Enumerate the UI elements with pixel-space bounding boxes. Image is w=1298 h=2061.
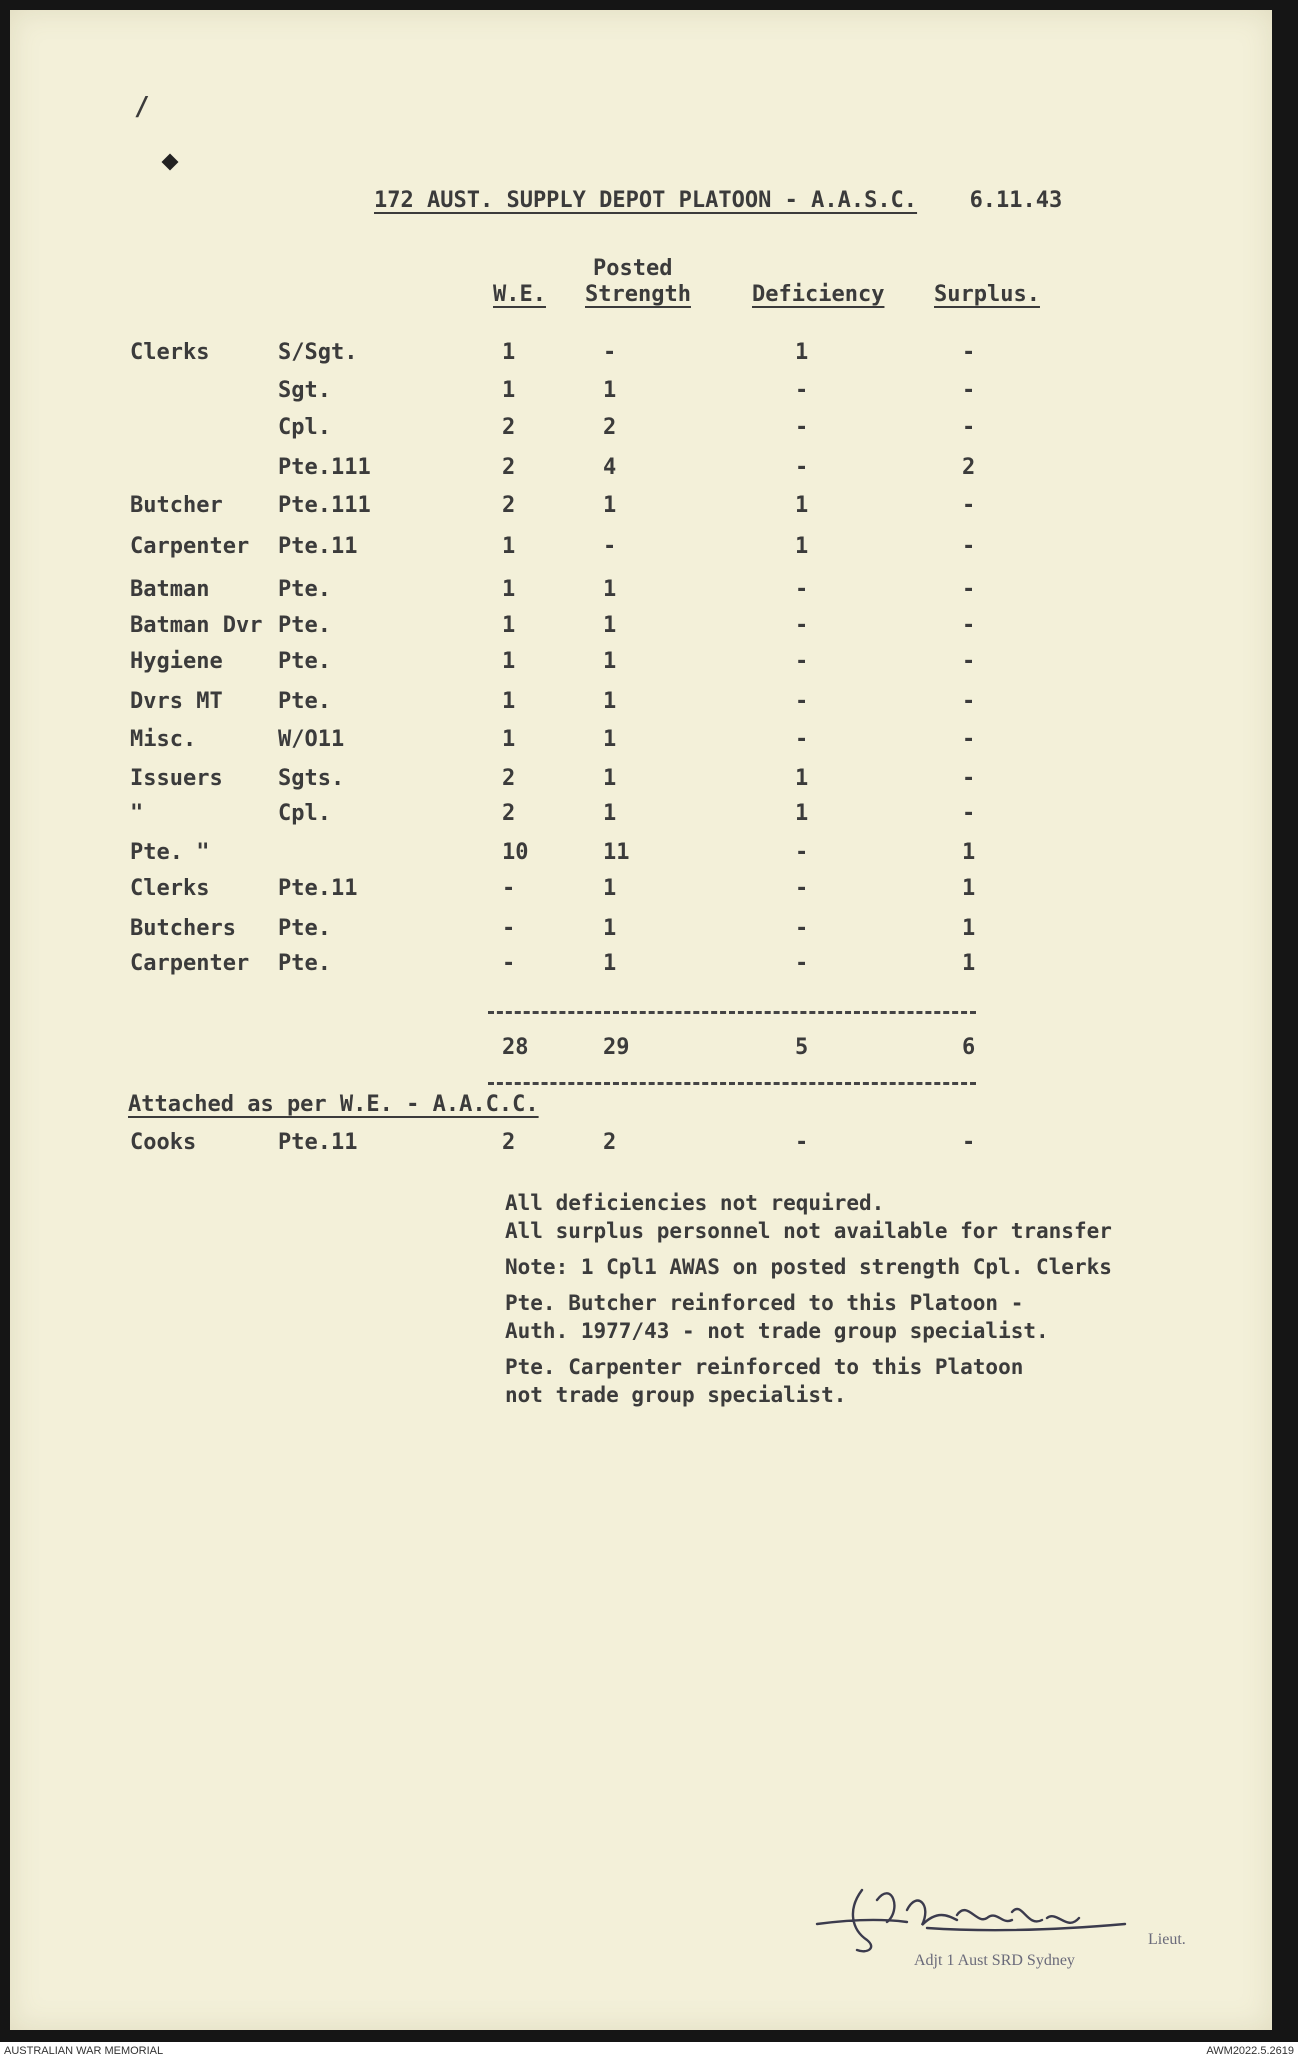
cell-rank: Pte. bbox=[278, 916, 331, 941]
cell-surplus: - bbox=[962, 378, 976, 403]
footer-institution: AUSTRALIAN WAR MEMORIAL bbox=[4, 2045, 164, 2057]
note-2: Note: 1 Cpl1 AWAS on posted strength Cpl. Clerks bbox=[505, 1255, 1112, 1279]
margin-mark: / bbox=[134, 92, 150, 122]
cell-we: 1 bbox=[502, 577, 516, 602]
cell-role: Carpenter bbox=[130, 951, 250, 976]
cell-deficiency: - bbox=[795, 840, 809, 865]
totals-rule-bottom bbox=[488, 1082, 976, 1085]
cell-role: Clerks bbox=[130, 876, 210, 901]
cell-role: Butchers bbox=[130, 916, 236, 941]
cell-we: - bbox=[502, 951, 516, 976]
cell-posted: 1 bbox=[603, 493, 617, 518]
cell-surplus: 1 bbox=[962, 876, 976, 901]
cell-surplus: - bbox=[962, 415, 976, 440]
cell-posted: 1 bbox=[603, 613, 617, 638]
cell-role: Hygiene bbox=[130, 649, 223, 674]
cell-posted: 11 bbox=[603, 840, 630, 865]
punch-mark bbox=[162, 154, 179, 171]
table-row bbox=[10, 378, 1272, 406]
cell-rank: Pte.111 bbox=[278, 455, 371, 480]
cell-rank: Pte. bbox=[278, 951, 331, 976]
totals-rule-top bbox=[488, 1011, 976, 1014]
cell-we: 1 bbox=[502, 378, 516, 403]
cell-rank: Pte. bbox=[278, 577, 331, 602]
document-header bbox=[374, 188, 1062, 213]
cell-rank: Pte. bbox=[278, 649, 331, 674]
cell-role: Pte. " bbox=[130, 840, 210, 865]
table-row bbox=[10, 801, 1272, 829]
signature bbox=[807, 1870, 1137, 1955]
cell-we: 1 bbox=[502, 613, 516, 638]
cell-surplus: - bbox=[962, 801, 976, 826]
cell-rank: Pte.11 bbox=[278, 876, 358, 901]
cell-surplus: - bbox=[962, 340, 976, 365]
cell-surplus: 1 bbox=[962, 951, 976, 976]
cell-deficiency: - bbox=[795, 689, 809, 714]
cell-we: 2 bbox=[502, 415, 516, 440]
table-row bbox=[10, 455, 1272, 483]
cell-we: - bbox=[502, 916, 516, 941]
cell-deficiency: - bbox=[795, 951, 809, 976]
attached-surplus: - bbox=[962, 1130, 976, 1155]
cell-rank: Sgts. bbox=[278, 766, 345, 791]
cell-deficiency: - bbox=[795, 613, 809, 638]
cell-deficiency: 1 bbox=[795, 493, 809, 518]
cell-surplus: - bbox=[962, 613, 976, 638]
cell-role: Carpenter bbox=[130, 534, 250, 559]
cell-surplus: 1 bbox=[962, 916, 976, 941]
cell-rank: Cpl. bbox=[278, 415, 331, 440]
cell-rank: Pte. bbox=[278, 613, 331, 638]
totals-row bbox=[10, 1035, 1272, 1063]
cell-we: 1 bbox=[502, 649, 516, 674]
attached-deficiency: - bbox=[795, 1130, 809, 1155]
cell-we: 1 bbox=[502, 689, 516, 714]
cell-surplus: - bbox=[962, 493, 976, 518]
attached-row bbox=[10, 1130, 1272, 1158]
cell-we: 10 bbox=[502, 840, 529, 865]
cell-we: - bbox=[502, 876, 516, 901]
document-date: 6.11.43 bbox=[969, 188, 1063, 213]
table-row bbox=[10, 840, 1272, 868]
table-row bbox=[10, 689, 1272, 717]
archive-footer bbox=[0, 2042, 1298, 2061]
cell-role: Misc. bbox=[130, 727, 197, 752]
table-row bbox=[10, 727, 1272, 755]
attached-role: Cooks bbox=[130, 1130, 197, 1155]
cell-deficiency: - bbox=[795, 378, 809, 403]
cell-surplus: - bbox=[962, 766, 976, 791]
cell-posted: 4 bbox=[603, 455, 617, 480]
attached-rank: Pte.11 bbox=[278, 1130, 358, 1155]
cell-rank: Pte.111 bbox=[278, 493, 371, 518]
document-title: 172 AUST. SUPPLY DEPOT PLATOON - A.A.S.C. bbox=[374, 188, 918, 213]
cell-we: 2 bbox=[502, 455, 516, 480]
cell-surplus: 1 bbox=[962, 840, 976, 865]
cell-deficiency: - bbox=[795, 455, 809, 480]
table-row bbox=[10, 534, 1272, 562]
cell-posted: 1 bbox=[603, 766, 617, 791]
cell-posted: 1 bbox=[603, 876, 617, 901]
cell-role: Batman bbox=[130, 577, 210, 602]
cell-deficiency: - bbox=[795, 415, 809, 440]
total-deficiency: 5 bbox=[795, 1035, 809, 1060]
cell-deficiency: 1 bbox=[795, 766, 809, 791]
total-posted: 29 bbox=[603, 1035, 630, 1060]
cell-deficiency: 1 bbox=[795, 801, 809, 826]
cell-deficiency: - bbox=[795, 916, 809, 941]
position-stamp: Adjt 1 Aust SRD Sydney bbox=[914, 1952, 1075, 1969]
cell-surplus: - bbox=[962, 577, 976, 602]
cell-rank: Pte.11 bbox=[278, 534, 358, 559]
cell-rank: W/O11 bbox=[278, 727, 345, 752]
note-4: Pte. Carpenter reinforced to this Platoon not trade group specialist. bbox=[505, 1355, 1024, 1407]
table-row bbox=[10, 415, 1272, 443]
cell-posted: 1 bbox=[603, 801, 617, 826]
cell-role: Dvrs MT bbox=[130, 689, 223, 714]
cell-we: 2 bbox=[502, 766, 516, 791]
cell-posted: 2 bbox=[603, 415, 617, 440]
notes-block bbox=[505, 1189, 1265, 1417]
cell-posted: 1 bbox=[603, 689, 617, 714]
cell-we: 1 bbox=[502, 534, 516, 559]
header-posted-line1: Posted bbox=[593, 256, 673, 281]
cell-posted: 1 bbox=[603, 577, 617, 602]
document-page bbox=[10, 10, 1272, 2030]
cell-deficiency: - bbox=[795, 876, 809, 901]
table-row bbox=[10, 577, 1272, 605]
table-row bbox=[10, 649, 1272, 677]
cell-role: " bbox=[130, 801, 144, 826]
table-row bbox=[10, 916, 1272, 944]
note-1: All deficiencies not required. All surplus personnel not available for transfer bbox=[505, 1191, 1112, 1243]
cell-we: 1 bbox=[502, 340, 516, 365]
cell-we: 2 bbox=[502, 801, 516, 826]
rank-stamp: Lieut. bbox=[1148, 1931, 1186, 1948]
cell-role: Butcher bbox=[130, 493, 223, 518]
table-row bbox=[10, 876, 1272, 904]
cell-posted: 1 bbox=[603, 951, 617, 976]
cell-rank: Sgt. bbox=[278, 378, 331, 403]
cell-role: Batman Dvr bbox=[130, 613, 263, 638]
cell-rank: Cpl. bbox=[278, 801, 331, 826]
cell-surplus: - bbox=[962, 534, 976, 559]
cell-posted: 1 bbox=[603, 916, 617, 941]
header-we: W.E. bbox=[493, 282, 546, 307]
table-row bbox=[10, 613, 1272, 641]
cell-we: 2 bbox=[502, 493, 516, 518]
cell-role: Issuers bbox=[130, 766, 223, 791]
table-row bbox=[10, 951, 1272, 979]
cell-deficiency: - bbox=[795, 649, 809, 674]
cell-posted: 1 bbox=[603, 649, 617, 674]
table-row bbox=[10, 766, 1272, 794]
cell-posted: - bbox=[603, 534, 617, 559]
cell-rank: S/Sgt. bbox=[278, 340, 358, 365]
cell-surplus: 2 bbox=[962, 455, 976, 480]
cell-posted: 1 bbox=[603, 727, 617, 752]
total-we: 28 bbox=[502, 1035, 529, 1060]
cell-deficiency: 1 bbox=[795, 340, 809, 365]
cell-deficiency: - bbox=[795, 577, 809, 602]
cell-role: Clerks bbox=[130, 340, 210, 365]
attached-heading: Attached as per W.E. - A.A.C.C. bbox=[128, 1092, 539, 1117]
table-row bbox=[10, 340, 1272, 368]
footer-reference: AWM2022.5.2619 bbox=[1206, 2045, 1294, 2057]
header-surplus: Surplus. bbox=[934, 282, 1040, 307]
attached-we: 2 bbox=[502, 1130, 516, 1155]
cell-posted: - bbox=[603, 340, 617, 365]
note-3: Pte. Butcher reinforced to this Platoon - Auth. 1977/43 - not trade group specialist. bbox=[505, 1291, 1049, 1343]
attached-posted: 2 bbox=[603, 1130, 617, 1155]
cell-surplus: - bbox=[962, 727, 976, 752]
cell-surplus: - bbox=[962, 649, 976, 674]
cell-surplus: - bbox=[962, 689, 976, 714]
cell-deficiency: - bbox=[795, 727, 809, 752]
cell-rank: Pte. bbox=[278, 689, 331, 714]
table-row bbox=[10, 493, 1272, 521]
cell-we: 1 bbox=[502, 727, 516, 752]
cell-posted: 1 bbox=[603, 378, 617, 403]
header-posted-line2: Strength bbox=[585, 282, 691, 307]
header-deficiency: Deficiency bbox=[752, 282, 885, 307]
total-surplus: 6 bbox=[962, 1035, 976, 1060]
cell-deficiency: 1 bbox=[795, 534, 809, 559]
